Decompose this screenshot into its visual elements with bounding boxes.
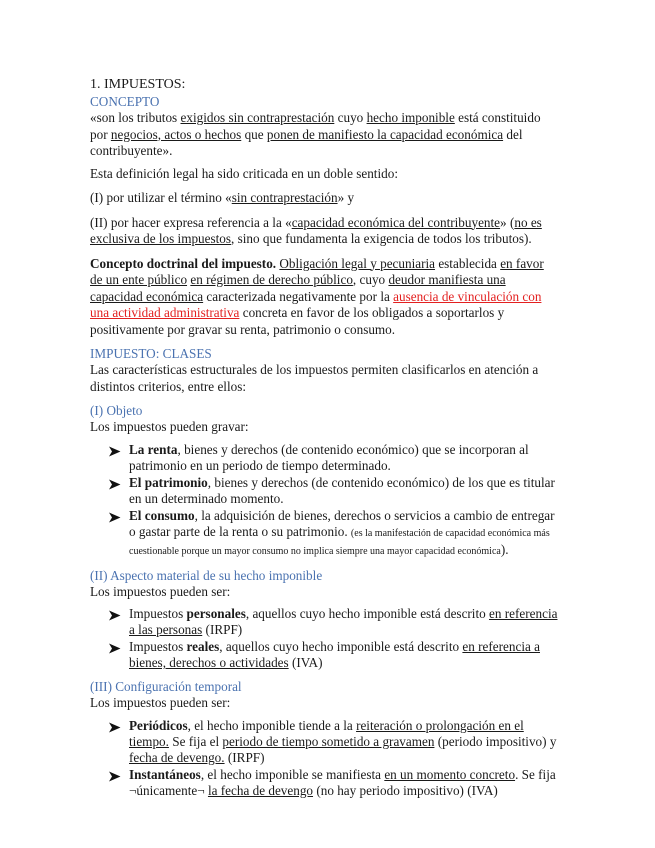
configuracion-intro: Los impuestos pueden ser:: [90, 695, 231, 710]
text-run: en referencia a bienes, derechos o actividades: [129, 639, 540, 670]
subsection-title-aspecto: (II) Aspecto material de su hecho imponible: [90, 567, 323, 583]
text-run: en régimen de derecho público: [190, 272, 353, 287]
text-run: ausencia de vinculación con una actividad administrativa: [90, 288, 542, 320]
text-run: Obligación legal y pecuniaria: [279, 255, 436, 271]
objeto-list: [90, 442, 559, 560]
text-run: hecho imponible: [366, 110, 455, 125]
arrow-bullet-icon: [108, 478, 121, 489]
arrow-bullet-icon: [108, 721, 121, 732]
list-item: El consumo, la adquisición de bienes, derechos o servicios a cambio de entregar o gastar parte de la renta o su patrimonio. (es la manifestación de capacidad económica más cuestionable porque un mayor consumo no implica siempre una mayor capacidad económica).: [90, 508, 559, 560]
text-run: Periódicos: [129, 717, 188, 733]
list-item: Impuestos personales, aquellos cuyo hecho imponible está descrito en referencia a las personas (IRPF): [90, 606, 559, 638]
arrow-bullet-icon: [108, 511, 121, 522]
text-run: en referencia a las personas: [129, 606, 558, 637]
list-item: El patrimonio, bienes y derechos (de contenido económico) de los que es titular en un determinado momento.: [90, 475, 559, 507]
text-run: sin contraprestación: [231, 190, 338, 205]
text-run: exigidos sin contraprestación: [180, 110, 335, 125]
text-run: negocios, actos o hechos: [110, 126, 242, 142]
text-run: (es la manifestación de capacidad económica más cuestionable porque un mayor consumo no implica siempre una mayor capacidad económica: [129, 527, 550, 557]
text-run: personales: [186, 606, 246, 621]
text-run: deudor manifiesta una capacidad económica: [90, 272, 506, 304]
aspecto-list: [90, 606, 559, 671]
list-item: Instantáneos, el hecho imponible se manifiesta en un momento concreto. Se fija ¬únicamente¬ la fecha de devengo (no hay periodo impositivo) (IVA): [90, 767, 559, 799]
definition-paragraph: «son los tributos exigidos sin contraprestación cuyo hecho imponible está constituido por negocios, actos o hechos que ponen de manifiesto la capacidad económica del contribuyente».: [90, 110, 541, 158]
list-item: La renta, bienes y derechos (de contenido económico) que se incorporan al patrimonio en un periodo de tiempo determinado.: [90, 442, 559, 474]
text-run: ponen de manifiesto la capacidad económica: [266, 126, 504, 142]
text-run: periodo de tiempo sometido a gravamen: [222, 733, 435, 749]
list-item: Impuestos reales, aquellos cuyo hecho imponible está descrito en referencia a bienes, derechos o actividades (IVA): [90, 639, 559, 671]
objeto-intro: Los impuestos pueden gravar:: [90, 419, 249, 434]
section-title-clases: IMPUESTO: CLASES: [90, 346, 212, 361]
arrow-bullet-icon: [108, 642, 121, 653]
text-run: La renta: [129, 441, 178, 457]
subsection-title-configuracion: (III) Configuración temporal: [90, 679, 242, 694]
text-run: en un momento concreto: [384, 766, 516, 782]
criticism-intro: Esta definición legal ha sido criticada en un doble sentido:: [90, 165, 398, 181]
doctrinal-concept-paragraph: Concepto doctrinal del impuesto. Obligación legal y pecuniaria establecida en favor de un ente público en régimen de derecho público, cuyo deudor manifiesta una capacidad económica caracterizada negativamente por la ausencia de vinculación con una actividad administrativa concreta en favor de los obligados a soportarlos y positivamente por gravar su renta, patrimonio o consumo.: [90, 255, 544, 337]
text-run: capacidad económica del contribuyente: [291, 214, 501, 230]
criticism-point-2: (II) por hacer expresa referencia a la «capacidad económica del contribuyente» (no es exclusiva de los impuestos, sino que fundamenta la exigencia de todos los tributos).: [90, 214, 542, 246]
page-heading: 1. IMPUESTOS:: [90, 77, 186, 92]
text-run: fecha de devengo.: [129, 749, 225, 765]
text-run: reiteración o prolongación en el tiempo.: [129, 717, 524, 749]
arrow-bullet-icon: [108, 445, 121, 456]
arrow-bullet-icon: [108, 609, 121, 620]
arrow-bullet-icon: [108, 770, 121, 781]
text-run: la fecha de devengo: [207, 782, 314, 798]
text-run: Instantáneos: [129, 766, 201, 782]
text-run: reales: [186, 639, 220, 654]
clases-intro: Las características estructurales de los impuestos permiten clasificarlos en atención a distintos criterios, entre ellos:: [90, 362, 539, 394]
subsection-title-objeto: (I) Objeto: [90, 403, 143, 418]
configuracion-list: [90, 718, 559, 799]
criticism-point-1: (I) por utilizar el término «sin contraprestación» y: [90, 190, 355, 205]
text-run: El consumo: [129, 507, 195, 523]
text-run: Concepto doctrinal del impuesto.: [90, 255, 277, 271]
list-item: Periódicos, el hecho imponible tiende a la reiteración o prolongación en el tiempo. Se fija el periodo de tiempo sometido a gravamen (periodo impositivo) y fecha de devengo. (IRPF): [90, 718, 559, 766]
section-title-concepto: CONCEPTO: [90, 94, 160, 109]
text-run: no es exclusiva de los impuestos: [90, 214, 542, 246]
text-run: El patrimonio: [129, 474, 208, 490]
aspecto-intro: Los impuestos pueden ser:: [90, 583, 231, 599]
text-run: en favor de un ente público: [90, 255, 544, 287]
